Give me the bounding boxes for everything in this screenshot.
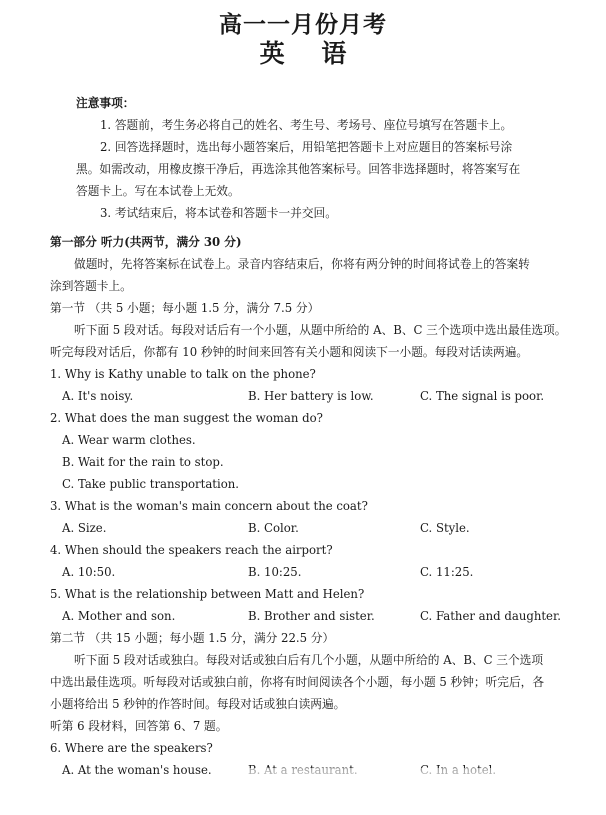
question-6: 6. Where are the speakers? — [50, 741, 213, 755]
question-2-option-b: B. Wait for the rain to stop. — [62, 455, 224, 469]
option-a: A. At the woman's house. — [62, 763, 212, 777]
question-2-option-a: A. Wear warm clothes. — [62, 433, 196, 447]
notice-line-5: 3. 考试结束后，将本试卷和答题卡一并交回。 — [100, 206, 337, 220]
bottom-fade-overlay — [230, 768, 606, 815]
section2-heading: 第二节 （共 15 小题；每小题 1.5 分，满分 22.5 分） — [50, 631, 335, 645]
option-c: C. Father and daughter. — [420, 609, 561, 623]
section1-intro-2: 听完每段对话后，你都有 10 秒钟的时间来回答有关小题和阅读下一小题。每段对话读两遍。 — [50, 345, 529, 359]
section2-intro-2: 中选出最佳选项。听每段对话或独白前，你将有时间阅读各个小题，每小题 5 秒钟；听完后，各 — [50, 675, 545, 689]
section2-intro-3: 小题将给出 5 秒钟的作答时间。每段对话或独白读两遍。 — [50, 697, 346, 711]
notice-heading: 注意事项： — [76, 96, 135, 110]
question-2: 2. What does the man suggest the woman do? — [50, 411, 323, 425]
notice-line-2: 2. 回答选择题时，选出每小题答案后，用铅笔把答题卡上对应题目的答案标号涂 — [100, 140, 513, 154]
part1-intro-1: 做题时，先将答案标在试卷上。录音内容结束后，你将有两分钟的时间将试卷上的答案转 — [74, 257, 530, 271]
question-2-option-c: C. Take public transportation. — [62, 477, 240, 491]
notice-line-3: 黑。如需改动，用橡皮擦干净后，再选涂其他答案标号。回答非选择题时，将答案写在 — [76, 162, 521, 176]
section2-intro-1: 听下面 5 段对话或独白。每段对话或独白后有几个小题，从题中所给的 A、B、C 三个选项 — [74, 653, 544, 667]
section1-intro-1: 听下面 5 段对话。每段对话后有一个小题，从题中所给的 A、B、C 三个选项中选出最佳选项。 — [74, 323, 567, 337]
option-b: B. Her battery is low. — [248, 389, 374, 403]
notice-line-4: 答题卡上。写在本试卷上无效。 — [76, 184, 240, 198]
option-c: C. The signal is poor. — [420, 389, 545, 403]
option-c: C. 11:25. — [420, 565, 474, 579]
exam-title: 高一一月份月考 — [219, 11, 387, 38]
option-c: C. Style. — [420, 521, 470, 535]
option-a: A. Size. — [62, 521, 107, 535]
question-1: 1. Why is Kathy unable to talk on the phone? — [50, 367, 316, 381]
option-b: B. Color. — [248, 521, 299, 535]
question-3: 3. What is the woman's main concern about the coat? — [50, 499, 368, 513]
notice-line-1: 1. 答题前，考生务必将自己的姓名、考生号、考场号、座位号填写在答题卡上。 — [100, 118, 513, 132]
section1-heading: 第一节 （共 5 小题；每小题 1.5 分，满分 7.5 分） — [50, 301, 320, 315]
question-5: 5. What is the relationship between Matt and Helen? — [50, 587, 365, 601]
subject-title: 英 语 — [259, 39, 347, 68]
option-b: B. 10:25. — [248, 565, 302, 579]
option-a: A. It's noisy. — [62, 389, 134, 403]
question-4: 4. When should the speakers reach the airport? — [50, 543, 333, 557]
material-6-instruction: 听第 6 段材料，回答第 6、7 题。 — [50, 719, 228, 733]
part1-intro-2: 涂到答题卡上。 — [50, 279, 132, 293]
option-a: A. Mother and son. — [62, 609, 176, 623]
part1-heading: 第一部分 听力(共两节，满分 30 分) — [50, 235, 242, 249]
option-b: B. Brother and sister. — [248, 609, 375, 623]
option-a: A. 10:50. — [62, 565, 116, 579]
